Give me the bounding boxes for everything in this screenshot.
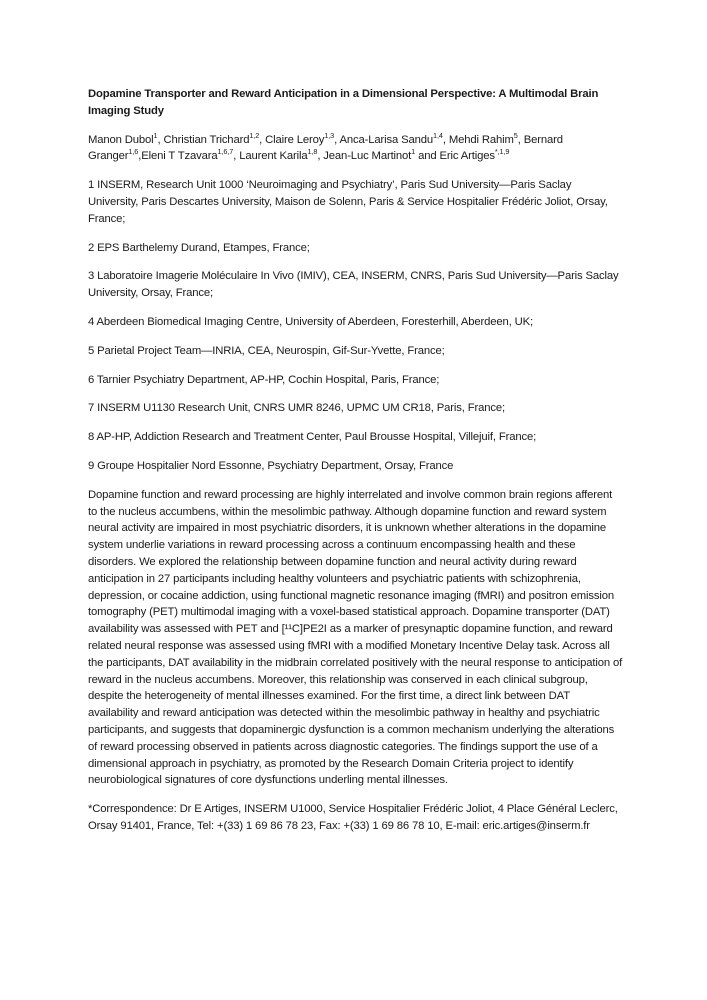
paper-title: Dopamine Transporter and Reward Anticipation in a Dimensional Perspective: A Multimodal Brain Imaging Study	[88, 88, 599, 117]
affiliation-3: 3 Laboratoire Imagerie Moléculaire In Vivo (IMIV), CEA, INSERM, CNRS, Paris Sud University—Paris Saclay University, Orsay, France;	[88, 270, 619, 300]
affiliation-2: 2 EPS Barthelemy Durand, Etampes, France;	[88, 241, 310, 254]
affiliation-6: 6 Tarnier Psychiatry Department, AP-HP, Cochin Hospital, Paris, France;	[88, 373, 440, 386]
affiliation-9: 9 Groupe Hospitalier Nord Essonne, Psychiatry Department, Orsay, France	[88, 459, 454, 472]
affiliation-5: 5 Parietal Project Team—INRIA, CEA, Neurospin, Gif-Sur-Yvette, France;	[88, 344, 445, 357]
affiliation-4: 4 Aberdeen Biomedical Imaging Centre, University of Aberdeen, Foresterhill, Aberdeen, UK;	[88, 315, 534, 328]
correspondence-paragraph: *Correspondence: Dr E Artiges, INSERM U1000, Service Hospitalier Frédéric Joliot, 4 Place Général Leclerc, Orsay 91401, France, Tel: +(33) 1 69 86 78 23, Fax: +(33) 1 69 86 78 10, E-mail: eric.artiges@inserm.fr	[88, 803, 618, 832]
affiliation-7: 7 INSERM U1130 Research Unit, CNRS UMR 8246, UPMC UM CR18, Paris, France;	[88, 402, 505, 415]
affiliation-8: 8 AP-HP, Addiction Research and Treatment Center, Paul Brousse Hospital, Villejuif, France;	[88, 431, 537, 444]
abstract-paragraph: Dopamine function and reward processing are highly interrelated and involve common brain regions afferent to the nucleus accumbens, within the mesolimbic pathway. Although dopamine function and reward system neural activity are impaired in most psychiatric disorders, it is unknown whether alterations in the dopamine system underlie variations in reward processing across a continuum encompassing health and these disorders. We explored the relationship between dopamine function and neural activity during reward anticipation in 27 participants including healthy volunteers and psychiatric patients with schizophrenia, depression, or cocaine addiction, using functional magnetic resonance imaging (fMRI) and positron emission tomography (PET) multimodal imaging with a voxel-based statistical approach. Dopamine transporter (DAT) availability was assessed with PET and [¹¹C]PE2I as a marker of presynaptic dopamine function, and reward related neural response was assessed using fMRI with a modified Monetary Incentive Delay task. Across all the participants, DAT availability in the midbrain correlated positively with the neural response to anticipation of reward in the nucleus accumbens. Moreover, this relationship was conserved in each clinical subgroup, despite the heterogeneity of mental illnesses examined. For the first time, a direct link between DAT availability and reward anticipation was detected within the mesolimbic pathway in healthy and psychiatric participants, and suggests that dopaminergic dysfunction is a common mechanism underlying the alterations of reward processing observed in patients across diagnostic categories. The findings support the use of a dimensional approach in psychiatry, as promoted by the Research Domain Criteria project to identify neurobiological signatures of core dysfunctions underling mental illnesses.	[88, 488, 623, 787]
affiliation-1: 1 INSERM, Research Unit 1000 ‘Neuroimaging and Psychiatry’, Paris Sud University—Paris Saclay University, Paris Descartes University, Maison de Solenn, Paris & Service Hospitalier Frédéric Joliot, Orsay, France;	[88, 179, 608, 225]
author-list: Manon Dubol$^1$, Christian Trichard$^{1,2}$, Claire Leroy$^{1,3}$, Anca-Larisa Sandu$^{1,4}$, Mehdi Rahim$^5$, Bernard Granger$^{1,6}$,Eleni T Tzavara$^{1,6,7}$, Laurent Karila$^{1,8}$, Jean-Luc Martinot$^1$ and Eric Artiges$^{*,1,9}$	[88, 130, 563, 163]
